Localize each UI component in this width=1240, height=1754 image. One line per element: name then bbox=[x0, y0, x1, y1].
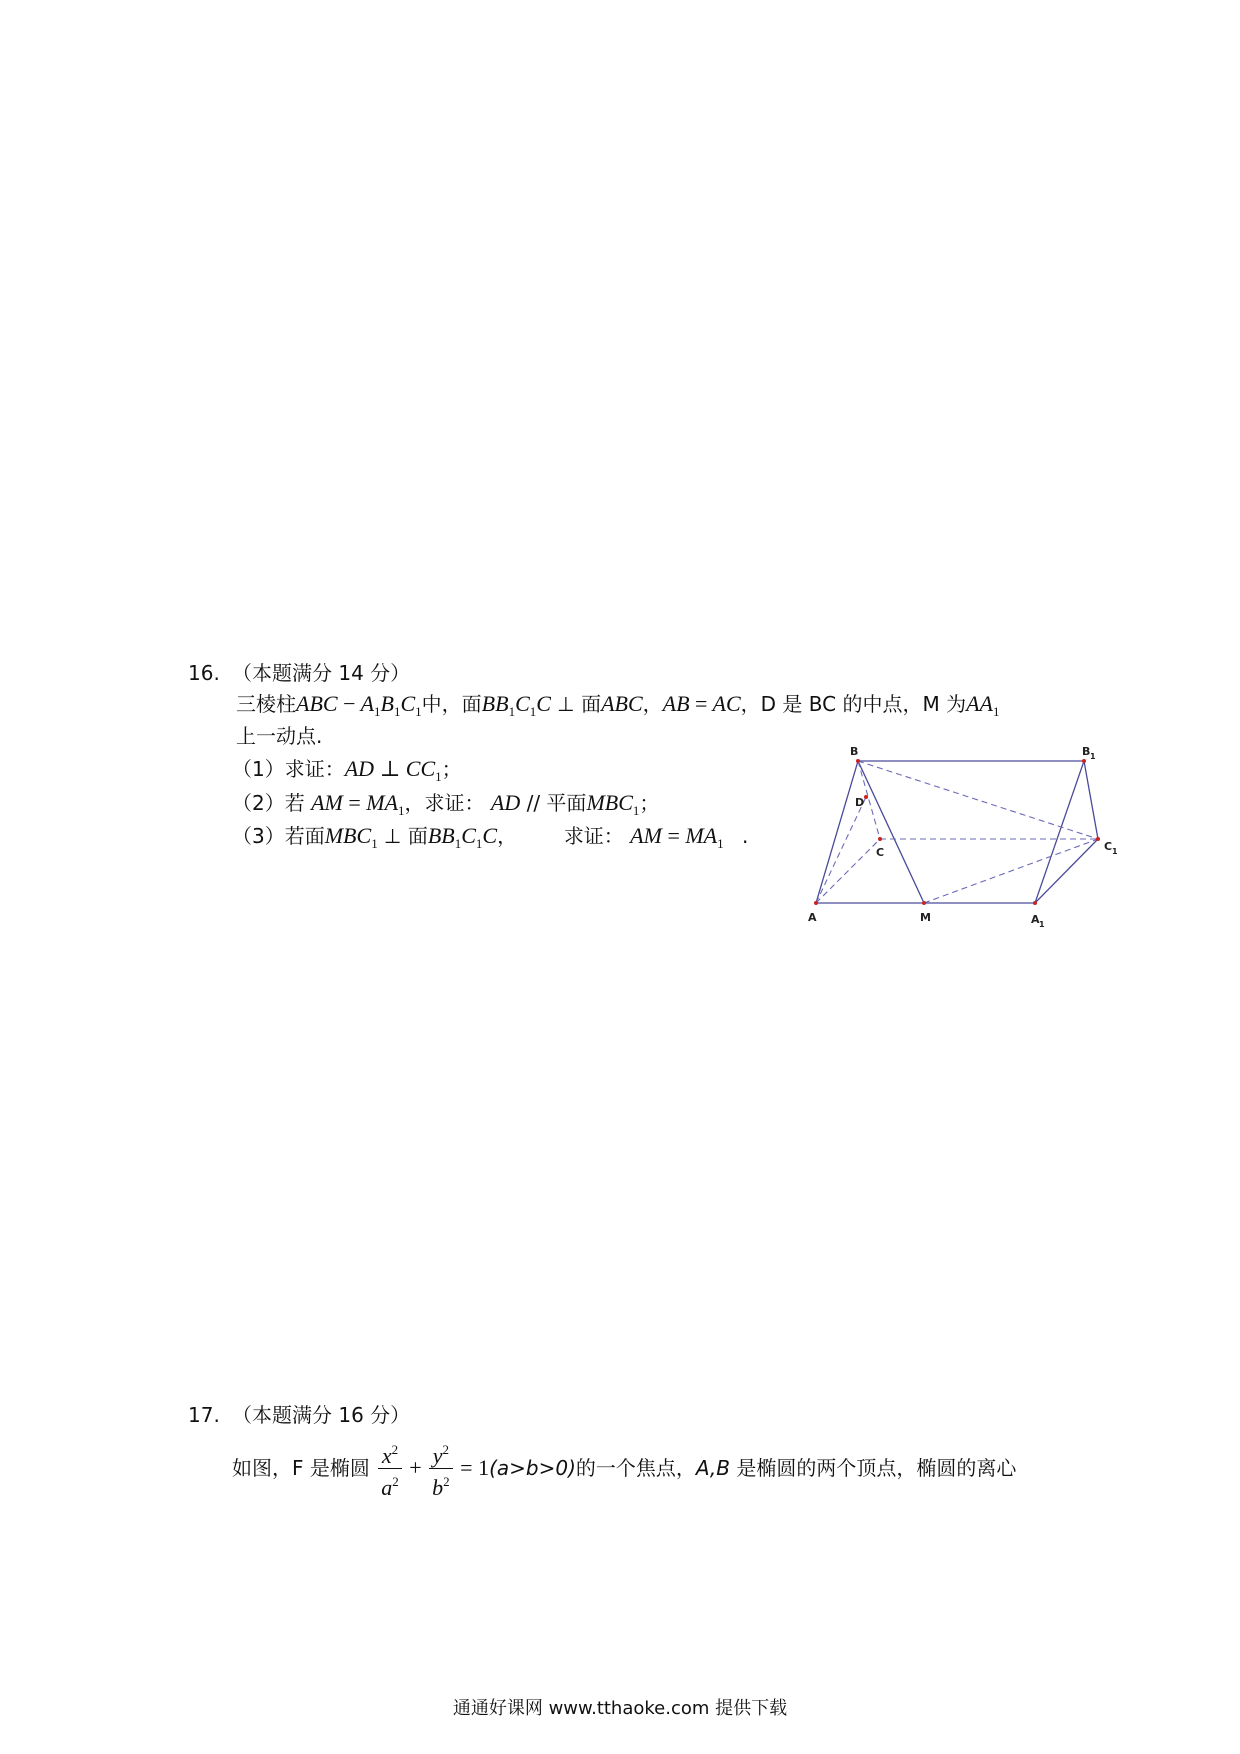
q16-part2-mid: ，求证： bbox=[404, 791, 485, 815]
q16-part2-end: ； bbox=[639, 791, 660, 815]
q16-part2-ad: AD bbox=[490, 790, 521, 815]
point-a1 bbox=[1033, 901, 1037, 905]
q17-frac-x: $\frac{x^2}{a^2}$ bbox=[378, 1438, 402, 1501]
q16-part3-prove: 求证： bbox=[563, 824, 624, 848]
q17-score: （本题满分 16 分） bbox=[232, 1403, 411, 1427]
label-b: B bbox=[850, 745, 859, 758]
q16-part1-end: ； bbox=[441, 757, 462, 781]
q16-text-perp: ⊥ 面 bbox=[557, 692, 602, 716]
point-c1 bbox=[1096, 837, 1100, 841]
q16-part3-end: . bbox=[741, 824, 749, 848]
q16-math-face: $BB_1C_1C$ bbox=[481, 691, 551, 719]
page-footer: 通通好课网 www.tthaoke.com 提供下载 bbox=[452, 1698, 788, 1719]
q17-ab: A,B bbox=[695, 1456, 731, 1480]
label-b1: B bbox=[1082, 745, 1091, 758]
q17-statement bbox=[232, 1438, 1016, 1501]
q17-lead: 如图，F 是椭圆 bbox=[232, 1456, 370, 1480]
label-a1: A bbox=[1031, 913, 1040, 926]
q16-part3-face2: $BB_1C_1C$ bbox=[427, 823, 498, 851]
point-a bbox=[814, 901, 818, 905]
q16-part2-parallel: // 平面 bbox=[526, 791, 587, 815]
q16-math-aa1: $AA_1$ bbox=[966, 691, 1000, 719]
label-c1: C bbox=[1104, 840, 1113, 853]
point-b bbox=[856, 759, 860, 763]
q16-part3-perp: ⊥ 面 bbox=[384, 824, 428, 848]
q16-statement-line2: 上一动点. bbox=[236, 724, 323, 748]
edge-a-d bbox=[816, 797, 866, 903]
q16-part3-math: AM = $MA_1$ bbox=[630, 823, 724, 851]
q17-frac-y: $\frac{y^2}{b^2}$ bbox=[429, 1438, 453, 1501]
q16-math-abc: ABC bbox=[601, 691, 643, 716]
q16-part3 bbox=[232, 822, 748, 858]
point-m bbox=[922, 901, 926, 905]
point-d bbox=[864, 795, 868, 799]
q16-math-ab-ac: AB = AC bbox=[662, 691, 741, 716]
label-m: M bbox=[920, 911, 931, 924]
q16-math-prism: ABC − $A_1B_1C_1$ bbox=[296, 691, 422, 719]
point-c bbox=[878, 837, 882, 841]
edge-b-c1 bbox=[858, 761, 1098, 839]
edge-m-c1 bbox=[924, 839, 1098, 903]
q16-part3-face1: $MBC_1$ bbox=[324, 823, 378, 851]
q17-number: 17. bbox=[188, 1403, 220, 1427]
q16-part2-cond: AM = $MA_1$ bbox=[311, 790, 405, 818]
q16-part3-label: （3）若面 bbox=[232, 824, 325, 848]
figure-solid-edges bbox=[816, 761, 1098, 903]
q16-part2 bbox=[232, 789, 659, 825]
q16-text-comma: ， bbox=[642, 692, 663, 716]
label-a1-sub: 1 bbox=[1039, 920, 1045, 929]
q16-part2-plane: $MBC_1$ bbox=[586, 790, 640, 818]
q17-rest-b: 是椭圆的两个顶点，椭圆的离心 bbox=[736, 1456, 1017, 1480]
q16-part1-math: AD ⊥ $CC_1$ bbox=[344, 756, 442, 784]
q16-statement-line1 bbox=[236, 690, 999, 726]
edge-b-m bbox=[858, 761, 924, 903]
prism-figure bbox=[790, 735, 1140, 945]
q17-condition: (a>b>0) bbox=[489, 1456, 576, 1480]
q17-rest-a: 的一个焦点， bbox=[575, 1456, 696, 1480]
label-c1-sub: 1 bbox=[1112, 847, 1118, 856]
q17-equals-one: = 1 bbox=[454, 1455, 490, 1480]
point-b1 bbox=[1082, 759, 1086, 763]
q16-number: 16. bbox=[188, 661, 220, 685]
edge-b-a bbox=[816, 761, 858, 903]
edge-a1-c1 bbox=[1035, 839, 1098, 903]
figure-points bbox=[814, 759, 1100, 905]
label-b1-sub: 1 bbox=[1090, 752, 1096, 761]
edge-b1-c1 bbox=[1084, 761, 1098, 839]
q16-part1 bbox=[232, 755, 462, 791]
q16-text-midpoint: ，D 是 BC 的中点，M 为 bbox=[740, 692, 967, 716]
q17-plus: + bbox=[403, 1455, 428, 1480]
q16-text-prism: 三棱柱 bbox=[236, 692, 296, 716]
q16-part3-comma: ， bbox=[497, 824, 518, 848]
edge-b1-a1 bbox=[1035, 761, 1084, 903]
label-d: D bbox=[855, 796, 865, 809]
label-a: A bbox=[808, 911, 817, 924]
q16-part2-label: （2）若 bbox=[232, 791, 305, 815]
q16-text-face: 中，面 bbox=[421, 692, 482, 716]
q16-part1-label: （1）求证： bbox=[232, 757, 345, 781]
label-c: C bbox=[876, 846, 885, 859]
q16-score: （本题满分 14 分） bbox=[232, 661, 411, 685]
